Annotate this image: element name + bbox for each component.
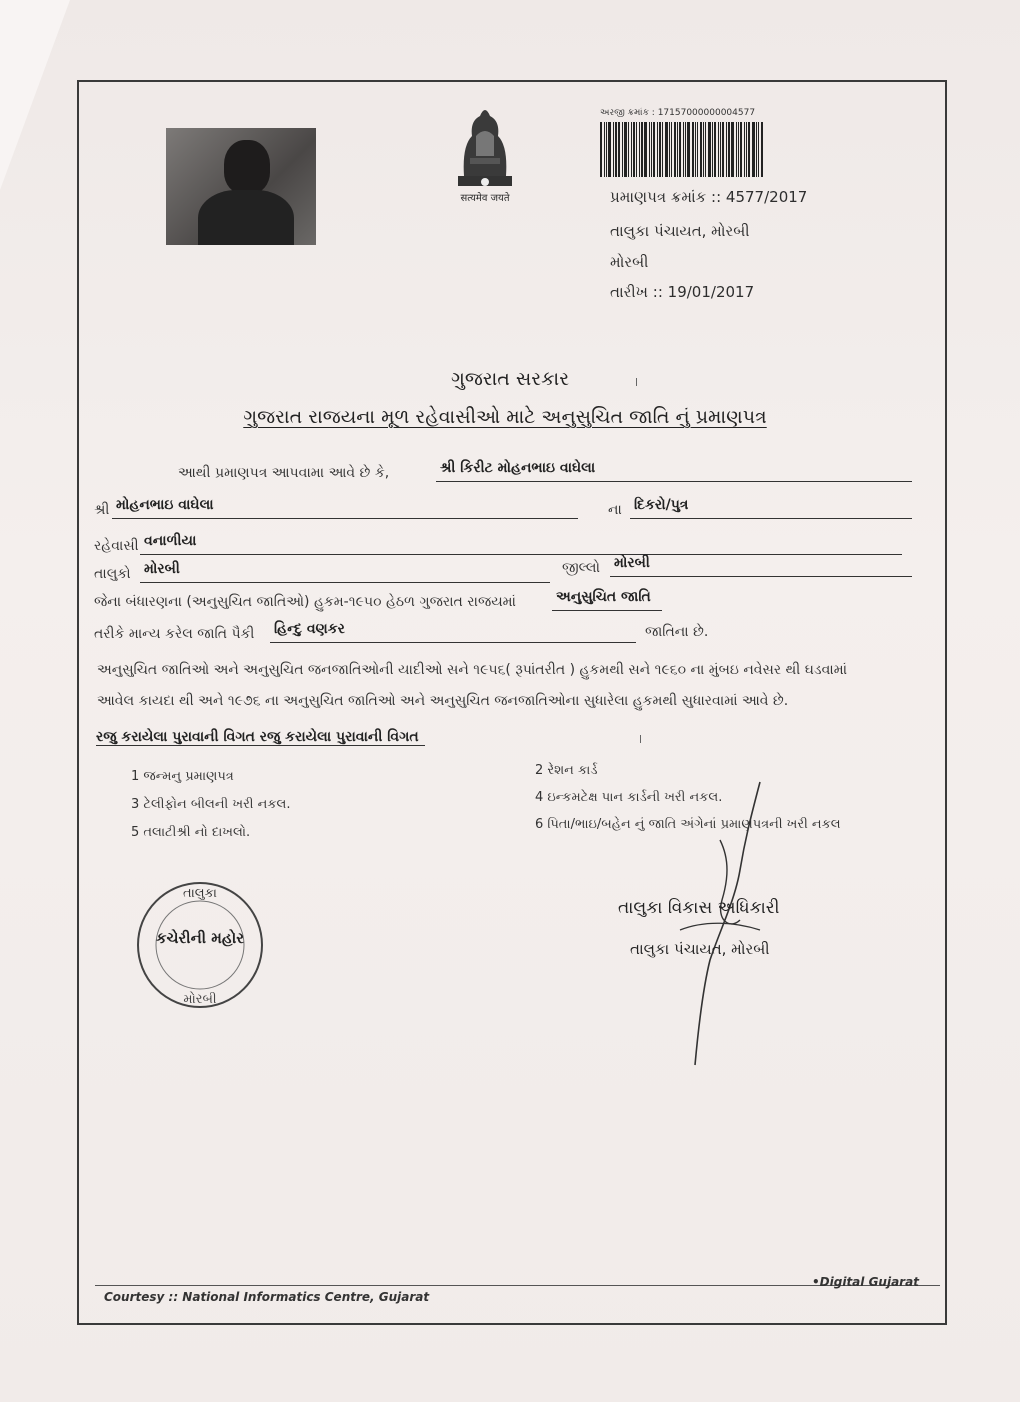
father-name: મોહનભાઇ વાઘેલા <box>112 497 578 519</box>
issue-date: 19/01/2017 <box>667 283 755 301</box>
shri-label: શ્રી <box>94 502 110 518</box>
district: મોરબી <box>610 555 912 577</box>
proof-item: 6 પિતા/ભાઇ/બહેન નું જાતિ અંગેનાં પ્રમાણપત્રની ખરી નકલ <box>535 817 841 832</box>
intro-text: આથી પ્રમાણપત્ર આપવામા આવે છે કે, <box>178 465 390 481</box>
proof-item: 2 રેશન કાર્ડ <box>535 763 598 778</box>
digital-gujarat-brand: •Digital Gujarat <box>812 1275 919 1289</box>
certificate-number: 4577/2017 <box>725 188 808 206</box>
signatory-title: તાલુકા વિકાસ અધિકારી <box>618 898 780 918</box>
certificate-title: ગુજરાત રાજયના મૂળ રહેવાસીઓ માટે અનુસુચિત જાતિ નું પ્રમાણપત્ર <box>243 406 767 428</box>
seal-bottom-text: મોરબી <box>183 992 217 1007</box>
barcode-block <box>600 108 790 177</box>
seal-top-text: તાલુકા <box>183 886 217 901</box>
issuing-place: મોરબી <box>610 253 649 271</box>
proof-item: 3 ટેલીફોન બીલની ખરી નકલ. <box>131 797 291 812</box>
proofs-heading: રજુ કરાયેલા પુરાવાની વિગત રજુ કરાયેલા પુરાવાની વિગત <box>96 729 425 746</box>
date-row <box>610 283 754 301</box>
signatory-office: તાલુકા પંચાયત, મોરબી <box>630 940 770 958</box>
courtesy-text: Courtesy :: National Informatics Centre, Gujarat <box>104 1290 430 1304</box>
constitution-text: જેના બંધારણના (અનુસુચિત જાતિઓ) હુકમ-૧૯૫૦ હેઠળ ગુજરાત રાજયમાં <box>94 594 516 610</box>
page-fold <box>0 0 70 190</box>
na-label: ના <box>608 502 622 518</box>
taluka: મોરબી <box>140 561 550 583</box>
seal-center-text: કચેરીની મહોર <box>155 929 245 947</box>
caste-suffix: જાતિના છે. <box>645 624 709 640</box>
certificate-number-row <box>610 188 807 206</box>
applicant-photo <box>166 128 316 245</box>
emblem-motto: सत्यमेव जयते <box>460 193 510 204</box>
office-seal-stamp <box>130 875 270 1015</box>
certificate-number-label: પ્રમાણપત્ર ક્રમાંક :: <box>610 188 722 206</box>
proof-item: 1 જન્મનુ પ્રમાણપત્ર <box>131 769 234 784</box>
proof-item: 4 ઇન્કમટેક્ષ પાન કાર્ડની ખરી નકલ. <box>535 790 723 805</box>
village: વનાળીયા <box>140 533 902 555</box>
scan-mark <box>640 735 641 743</box>
district-label: જીલ્લો <box>562 560 600 576</box>
barcode <box>600 122 790 177</box>
legal-paragraph-line-2: આવેલ કાયદા થી અને ૧૯૭૬ ના અનુસુચિત જાતિઓ અને અનુસુચિત જનજાતિઓના સુધારેલા હુકમથી સુધારવામાં આવે છે. <box>97 693 789 709</box>
taluka-label: તાલુકો <box>94 566 131 582</box>
applicant-name: શ્રી કિરીટ મોહનભાઇ વાઘેલા <box>436 460 912 482</box>
proof-item: 5 તલાટીશ્રી નો દાખલો. <box>131 825 251 840</box>
resident-label: રહેવાસી <box>94 538 139 554</box>
caste: હિન્દુ વણકર <box>270 621 636 643</box>
recognized-label: તરીકે માન્ય કરેલ જાતિ પૈકી <box>94 626 255 642</box>
date-label: તારીખ :: <box>610 283 663 301</box>
scan-mark <box>636 378 637 386</box>
category: અનુસુચિત જાતિ <box>552 589 662 611</box>
government-heading: ગુજરાત સરકાર <box>450 368 570 390</box>
application-number: અરજી ક્રમાંક : 17157000000004577 <box>600 108 756 118</box>
legal-paragraph-line-1: અનુસુચિત જાતિઓ અને અનુસુચિત જનજાતિઓની યાદીઓ સને ૧૯૫૬( રૂપાંતરીત ) હુકમથી સને ૧૯૬૦ ના મુંબઇ નવેસર થી ઘડવામાં <box>97 662 848 678</box>
relation: દિકરો/પુત્ર <box>630 497 912 519</box>
handwritten-signature <box>650 780 790 1070</box>
issuing-office: તાલુકા પંચાયત, મોરબી <box>610 222 750 240</box>
